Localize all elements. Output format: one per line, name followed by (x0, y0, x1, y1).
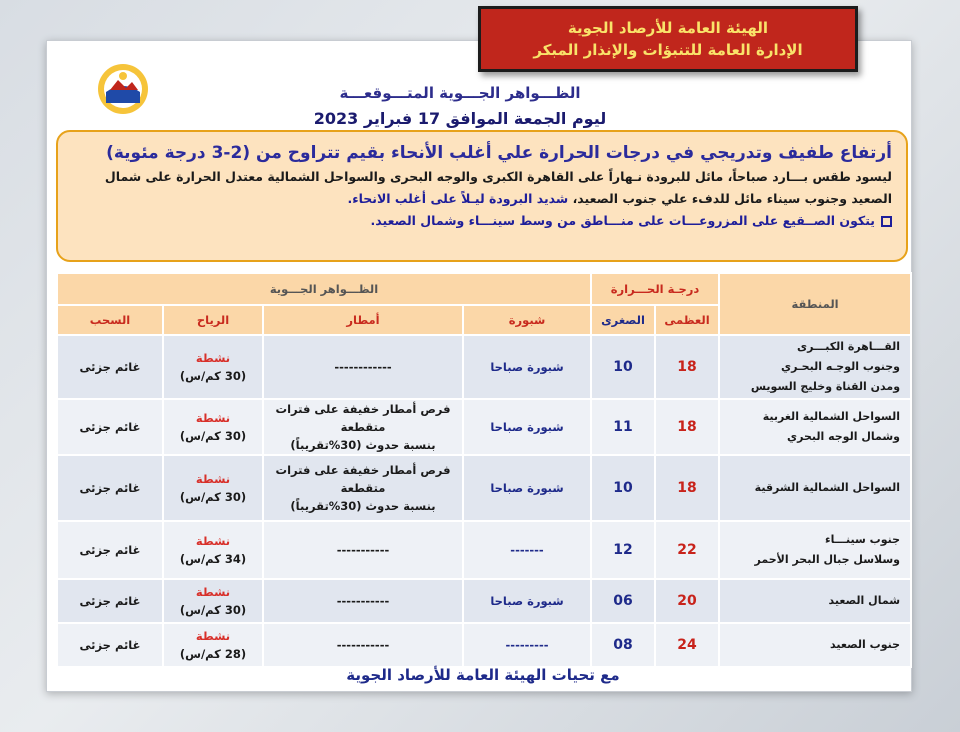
cell-wind (163, 579, 263, 623)
organization-header (478, 6, 858, 72)
header-temperature: درجـة الحـــرارة (591, 273, 719, 305)
wind-speed: (34 كم/س) (179, 552, 247, 566)
cell-region: شمال الصعيد (719, 579, 911, 623)
cell-clouds: غائم جزئى (57, 455, 163, 521)
table-row (57, 399, 911, 455)
weather-table (56, 272, 912, 668)
cell-fog: شبورة صباحا (463, 335, 591, 399)
header-phenomena: الظـــواهر الجـــوية (57, 273, 591, 305)
forecast-body-night: شديد البرودة ليـلاً على أغلب الانحاء. (347, 191, 569, 206)
cell-region: السواحل الشمالية الغربية وشمال الوجه البحري (719, 399, 911, 455)
cell-wind (163, 335, 263, 399)
table-row (57, 455, 911, 521)
cell-rain: ------------ (263, 335, 463, 399)
org-department: الإدارة العامة للتنبؤات والإنذار المبكر (533, 41, 803, 59)
cell-clouds: غائم جزئى (57, 521, 163, 579)
cell-wind (163, 521, 263, 579)
cell-min-temp: 10 (591, 455, 655, 521)
wind-speed: (30 كم/س) (179, 603, 247, 617)
cell-min-temp: 12 (591, 521, 655, 579)
title-date: ليوم الجمعة الموافق 17 فبراير 2023 (313, 109, 607, 128)
table-row (57, 335, 911, 399)
forecast-summary (56, 130, 908, 262)
cell-clouds: غائم جزئى (57, 579, 163, 623)
cell-clouds: غائم جزئى (57, 623, 163, 667)
cell-rain: فرص أمطار خفيفة على فترات متقطعة بنسبة حدوث (30%تقريباً) (263, 455, 463, 521)
cell-min-temp: 11 (591, 399, 655, 455)
cell-fog: ------- (463, 521, 591, 579)
cell-rain: فرص أمطار خفيفة على فترات متقطعة بنسبة حدوث (30%تقريباً) (263, 399, 463, 455)
wind-label: نشطة (195, 629, 231, 643)
org-name: الهيئة العامة للأرصاد الجوية (567, 19, 769, 37)
cell-region: جنوب الصعيد (719, 623, 911, 667)
cell-fog: --------- (463, 623, 591, 667)
cell-min-temp: 06 (591, 579, 655, 623)
wind-label: نشطة (195, 351, 231, 365)
wind-speed: (28 كم/س) (179, 647, 247, 661)
header-region: المنطقة (719, 273, 911, 335)
cell-clouds: غائم جزئى (57, 335, 163, 399)
header-min: الصغرى (591, 305, 655, 335)
cell-max-temp: 22 (655, 521, 719, 579)
cell-rain: ----------- (263, 521, 463, 579)
cell-region: جنوب سينـــاء وسلاسل جبال البحر الأحمر (719, 521, 911, 579)
wind-label: نشطة (195, 411, 231, 425)
header-max: العظمى (655, 305, 719, 335)
wind-label: نشطة (195, 585, 231, 599)
header-wind: الرياح (163, 305, 263, 335)
cell-max-temp: 18 (655, 455, 719, 521)
bulletin-title (300, 80, 620, 132)
header-fog: شبورة (463, 305, 591, 335)
forecast-body (72, 166, 892, 210)
cell-region: السواحل الشمالية الشرقية (719, 455, 911, 521)
forecast-headline: أرتفاع طفيف وتدريجي في درجات الحرارة علي أغلب الأنحاء بقيم تتراوح من (2-3 درجة مئوية) (106, 143, 892, 163)
cell-max-temp: 20 (655, 579, 719, 623)
cell-max-temp: 18 (655, 335, 719, 399)
wind-speed: (30 كم/س) (179, 429, 247, 443)
cell-rain: ----------- (263, 623, 463, 667)
cell-min-temp: 10 (591, 335, 655, 399)
cell-min-temp: 08 (591, 623, 655, 667)
wind-speed: (30 كم/س) (179, 369, 247, 383)
cell-max-temp: 18 (655, 399, 719, 455)
table-row (57, 521, 911, 579)
header-clouds: السحب (57, 305, 163, 335)
wind-speed: (30 كم/س) (179, 490, 247, 504)
frost-warning (72, 210, 892, 232)
forecast-body-main: ليسود طقس بـــارد صباحاً، مائل للبرودة نـهاراً على القاهرة الكبرى والوجه البحرى والسواحل الشمالية معتدل الحرارة على شمال الصعيد وجنوب سيناء مائل للدفء علي جنوب الصعيد، (104, 169, 892, 206)
title-phenomena: الظـــواهر الجـــوية المتـــوقعـــة (339, 84, 581, 102)
table-row (57, 579, 911, 623)
cell-fog: شبورة صباحا (463, 399, 591, 455)
cell-rain: ----------- (263, 579, 463, 623)
cell-wind (163, 399, 263, 455)
meteorological-authority-logo (96, 62, 150, 116)
cell-wind (163, 455, 263, 521)
cell-clouds: غائم جزئى (57, 399, 163, 455)
cell-region: القـــاهرة الكبـــرى وجنوب الوجـه البحـري ومدن القناة وخليج السويس (719, 335, 911, 399)
cell-max-temp: 24 (655, 623, 719, 667)
wind-label: نشطة (195, 472, 231, 486)
cell-fog: شبورة صباحا (463, 579, 591, 623)
frost-warning-text: يتكون الصــقيع على المزروعـــات على منـــاطق من وسط سينـــاء وشمال الصعيد. (370, 213, 875, 228)
checkbox-bullet-icon (881, 216, 892, 227)
wind-label: نشطة (195, 534, 231, 548)
cell-fog: شبورة صباحا (463, 455, 591, 521)
footer-greeting: مع تحيات الهيئة العامة للأرصاد الجوية (346, 666, 620, 684)
header-rain: أمطار (263, 305, 463, 335)
